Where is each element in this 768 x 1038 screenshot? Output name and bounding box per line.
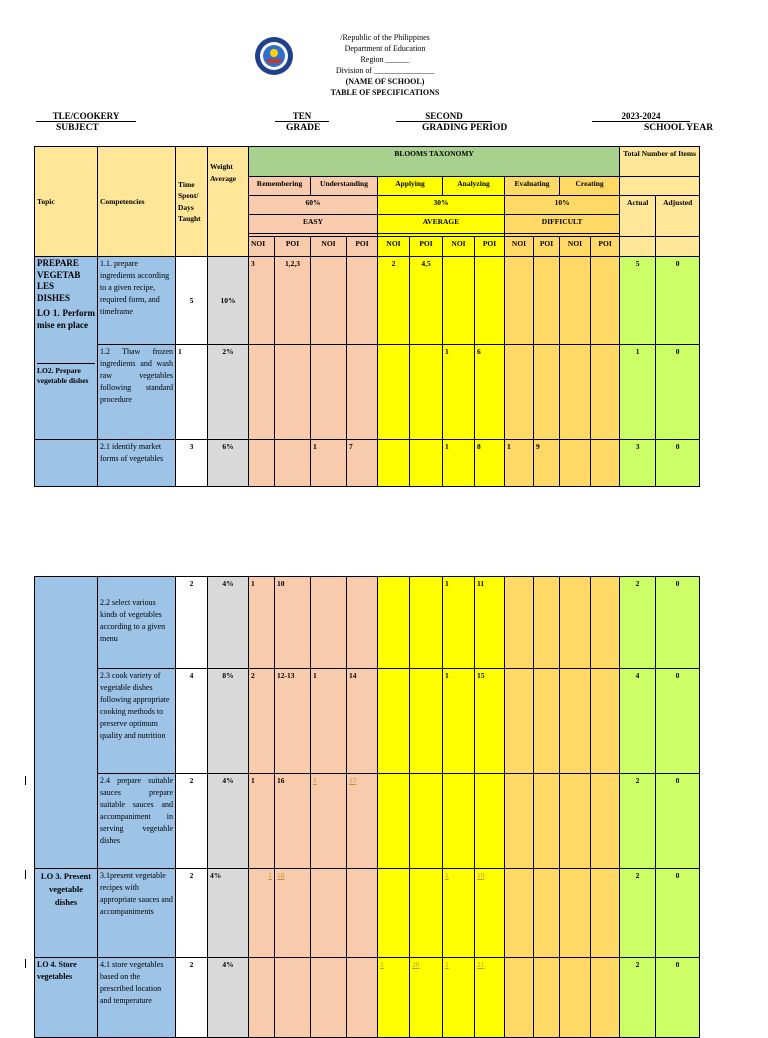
adjusted-cell: 0 xyxy=(656,958,700,1038)
applying-poi xyxy=(410,577,443,669)
year-label: SCHOOL YEAR xyxy=(644,123,714,133)
applying-poi xyxy=(410,669,443,774)
analyzing-poi[interactable]: 21 xyxy=(475,958,505,1038)
remembering-poi xyxy=(275,440,311,487)
understanding-poi xyxy=(347,958,378,1038)
actual-cell: 3 xyxy=(620,440,656,487)
understanding-poi: 7 xyxy=(347,440,378,487)
table-row xyxy=(35,345,700,440)
subject-value: TLE/COOKERY xyxy=(36,111,136,122)
evaluating-noi: 1 xyxy=(505,440,534,487)
th-poi: POI xyxy=(347,237,378,257)
understanding-poi xyxy=(347,577,378,669)
remembering-noi: 1 xyxy=(249,774,275,869)
evaluating-poi xyxy=(534,257,560,345)
competency-cell: 3.1present vegetable recipes with appropriate sauces and accompaniments xyxy=(98,869,176,958)
grade-value: TEN xyxy=(275,111,329,122)
adjusted-cell: 0 xyxy=(656,669,700,774)
period-value: SECOND xyxy=(396,111,492,122)
time-cell: 1 xyxy=(176,345,208,440)
remembering-poi xyxy=(275,345,311,440)
th-poi: POI xyxy=(275,237,311,257)
remembering-noi xyxy=(249,440,275,487)
subject-label: SUBJECT xyxy=(56,123,99,133)
header-line-region: Region ______ xyxy=(360,55,410,64)
analyzing-noi: 1 xyxy=(443,440,475,487)
remembering-poi: 10 xyxy=(275,577,311,669)
weight-cell: 4% xyxy=(208,577,249,669)
th-actual: Actual xyxy=(620,196,656,237)
remembering-poi xyxy=(275,958,311,1038)
understanding-noi: 1 xyxy=(311,669,347,774)
th-difficult: DIFFICULT xyxy=(505,215,620,234)
evaluating-noi xyxy=(505,257,534,345)
header-doc-title: TABLE OF SPECIFICATIONS xyxy=(330,88,440,97)
understanding-noi xyxy=(311,958,347,1038)
competency-cell: 2.4 prepare suitable sauces prepare suitable sauces and accompaniment in serving vegetable dishes xyxy=(98,774,176,869)
time-cell: 4 xyxy=(176,669,208,774)
understanding-poi xyxy=(347,869,378,958)
table-row xyxy=(35,774,700,869)
time-cell: 3 xyxy=(176,440,208,487)
evaluating-poi xyxy=(534,345,560,440)
actual-cell: 1 xyxy=(620,345,656,440)
remembering-noi: 1 xyxy=(249,577,275,669)
understanding-poi: 14 xyxy=(347,669,378,774)
analyzing-noi xyxy=(443,774,475,869)
th-noi: NOI xyxy=(378,237,410,257)
analyzing-noi: 1 xyxy=(443,345,475,440)
weight-cell: 6% xyxy=(208,440,249,487)
th-noi: NOI xyxy=(505,237,534,257)
understanding-noi: 1 xyxy=(311,440,347,487)
analyzing-poi: 11 xyxy=(475,577,505,669)
th-understanding: Understanding xyxy=(311,177,378,196)
applying-noi xyxy=(378,345,410,440)
th-pct-easy: 60% xyxy=(249,196,378,215)
understanding-noi xyxy=(311,869,347,958)
understanding-noi xyxy=(311,257,347,345)
time-cell: 2 xyxy=(176,577,208,669)
deped-seal-icon xyxy=(254,36,294,76)
th-applying: Applying xyxy=(378,177,443,196)
analyzing-poi xyxy=(475,257,505,345)
understanding-noi xyxy=(311,345,347,440)
th-total-items: Total Number of Items xyxy=(620,147,700,177)
creating-poi xyxy=(591,440,620,487)
evaluating-poi: 9 xyxy=(534,440,560,487)
analyzing-noi: 1 xyxy=(443,577,475,669)
applying-noi xyxy=(378,869,410,958)
applying-poi xyxy=(410,869,443,958)
applying-poi: 4,5 xyxy=(410,257,443,345)
th-topic: Topic xyxy=(35,147,98,257)
th-competencies: Competencies xyxy=(98,147,176,257)
creating-noi xyxy=(560,345,591,440)
creating-poi xyxy=(591,345,620,440)
time-cell: 2 xyxy=(176,958,208,1038)
th-remembering: Remembering xyxy=(249,177,311,196)
th-noi: NOI xyxy=(249,237,275,257)
th-time: Time Spent/ Days Taught xyxy=(176,147,208,257)
topic-lo1: LO 1. Perform mise en place xyxy=(37,308,95,330)
weight-cell: 2% xyxy=(208,345,249,440)
period-label: GRADING PERIOD xyxy=(422,123,508,133)
grade-label: GRADE xyxy=(286,123,321,133)
remembering-noi: 3 xyxy=(249,257,275,345)
analyzing-noi[interactable]: 1 xyxy=(443,958,475,1038)
year-value: 2023-2024 xyxy=(592,111,690,122)
table-row xyxy=(35,577,700,669)
weight-cell: 4% xyxy=(208,869,249,958)
th-adjusted: Adjusted xyxy=(656,196,700,237)
topic-prepare-vegetable-dishes: PREPARE VEGETAB LES DISHES xyxy=(37,258,81,303)
topic-lo4: LO 4. Store vegetables xyxy=(35,958,98,1038)
topic-lo2: LO2. Prepare vegetable dishes xyxy=(37,363,95,386)
weight-cell: 4% xyxy=(208,774,249,869)
understanding-poi xyxy=(347,345,378,440)
remembering-poi: 16 xyxy=(275,774,311,869)
remembering-noi xyxy=(249,958,275,1038)
creating-noi xyxy=(560,440,591,487)
remembering-poi: 1,2,3 xyxy=(275,257,311,345)
creating-poi xyxy=(591,257,620,345)
analyzing-noi: 1 xyxy=(443,669,475,774)
creating-noi xyxy=(560,257,591,345)
competency-cell: 1.2 Thaw frozen ingredients and wash raw vegetables following standard procedure xyxy=(98,345,176,440)
competency-cell: 1.1. prepare ingredients according to a given recipe, required form, and timeframe xyxy=(98,257,176,345)
table-row xyxy=(35,440,700,487)
margin-mark xyxy=(25,870,26,879)
applying-noi xyxy=(378,577,410,669)
applying-poi xyxy=(410,345,443,440)
adjusted-cell: 0 xyxy=(656,257,700,345)
competency-cell: 2.2 select various kinds of vegetables according to a given menu xyxy=(98,577,176,669)
competency-cell: 4.1 store vegetables based on the prescribed location and temperature xyxy=(98,958,176,1038)
topic-cell xyxy=(35,257,98,440)
adjusted-cell: 0 xyxy=(656,345,700,440)
weight-cell: 10% xyxy=(208,257,249,345)
th-average: AVERAGE xyxy=(378,215,505,234)
margin-mark xyxy=(25,959,26,968)
remembering-poi: 12-13 xyxy=(275,669,311,774)
tos-table-page1 xyxy=(34,146,700,487)
remembering-noi: 2 xyxy=(249,669,275,774)
analyzing-noi[interactable]: 1 xyxy=(443,869,475,958)
adjusted-cell: 0 xyxy=(656,577,700,669)
header-line-division: Division of _______________ xyxy=(335,66,435,75)
competency-cell: 2.3 cook variety of vegetable dishes following appropriate cooking methods to preserve optimum quality and nutrition xyxy=(98,669,176,774)
understanding-poi xyxy=(347,257,378,345)
evaluating-noi xyxy=(505,345,534,440)
understanding-poi[interactable]: 17 xyxy=(347,774,378,869)
applying-poi xyxy=(410,774,443,869)
actual-cell: 5 xyxy=(620,257,656,345)
th-creating: Creating xyxy=(560,177,620,196)
applying-noi xyxy=(378,669,410,774)
applying-noi: 2 xyxy=(378,257,410,345)
th-poi: POI xyxy=(534,237,560,257)
adjusted-cell: 0 xyxy=(656,774,700,869)
weight-cell: 8% xyxy=(208,669,249,774)
actual-cell: 2 xyxy=(620,958,656,1038)
th-weight: Weight Average xyxy=(208,147,249,257)
time-cell: 5 xyxy=(176,257,208,345)
th-pct-average: 30% xyxy=(378,196,505,215)
table-row xyxy=(35,958,700,1038)
adjusted-cell: 0 xyxy=(656,869,700,958)
time-cell: 2 xyxy=(176,774,208,869)
remembering-poi[interactable]: 18 xyxy=(275,869,311,958)
applying-noi[interactable]: 1 xyxy=(378,958,410,1038)
th-analyzing: Analyzing xyxy=(443,177,505,196)
table-row xyxy=(35,869,700,958)
th-blooms: BLOOMS TAXONOMY xyxy=(249,147,620,177)
analyzing-noi xyxy=(443,257,475,345)
applying-poi[interactable]: 20 xyxy=(410,958,443,1038)
remembering-noi xyxy=(249,345,275,440)
analyzing-poi xyxy=(475,774,505,869)
th-pct-difficult: 10% xyxy=(505,196,620,215)
analyzing-poi: 15 xyxy=(475,669,505,774)
actual-cell: 2 xyxy=(620,869,656,958)
adjusted-cell: 0 xyxy=(656,440,700,487)
applying-poi xyxy=(410,440,443,487)
margin-mark xyxy=(25,776,26,785)
th-noi: NOI xyxy=(311,237,347,257)
analyzing-poi: 8 xyxy=(475,440,505,487)
remembering-noi[interactable]: 1 xyxy=(249,869,275,958)
weight-cell: 4% xyxy=(208,958,249,1038)
actual-cell: 2 xyxy=(620,577,656,669)
actual-cell: 2 xyxy=(620,774,656,869)
th-total-blank xyxy=(620,177,700,196)
time-cell: 2 xyxy=(176,869,208,958)
header-line-republic: /Republic of the Philippines xyxy=(340,33,430,42)
header-line-deped: Department of Education xyxy=(344,44,426,53)
th-noi: NOI xyxy=(560,237,591,257)
th-noi: NOI xyxy=(443,237,475,257)
understanding-noi xyxy=(311,577,347,669)
actual-cell: 4 xyxy=(620,669,656,774)
analyzing-poi[interactable]: 19 xyxy=(475,869,505,958)
th-easy: EASY xyxy=(249,215,378,234)
header-school-name: (NAME OF SCHOOL) xyxy=(345,77,425,86)
applying-noi xyxy=(378,774,410,869)
table-row xyxy=(35,669,700,774)
topic-lo3: LO 3. Present vegetable dishes xyxy=(35,869,98,958)
table-row xyxy=(35,257,700,345)
th-poi: POI xyxy=(410,237,443,257)
th-poi: POI xyxy=(591,237,620,257)
tos-table-page2 xyxy=(34,576,700,1038)
analyzing-poi: 6 xyxy=(475,345,505,440)
competency-cell: 2.1 identify market forms of vegetables xyxy=(98,440,176,487)
th-evaluating: Evaluating xyxy=(505,177,560,196)
applying-noi xyxy=(378,440,410,487)
th-poi: POI xyxy=(475,237,505,257)
understanding-noi[interactable]: 1 xyxy=(311,774,347,869)
